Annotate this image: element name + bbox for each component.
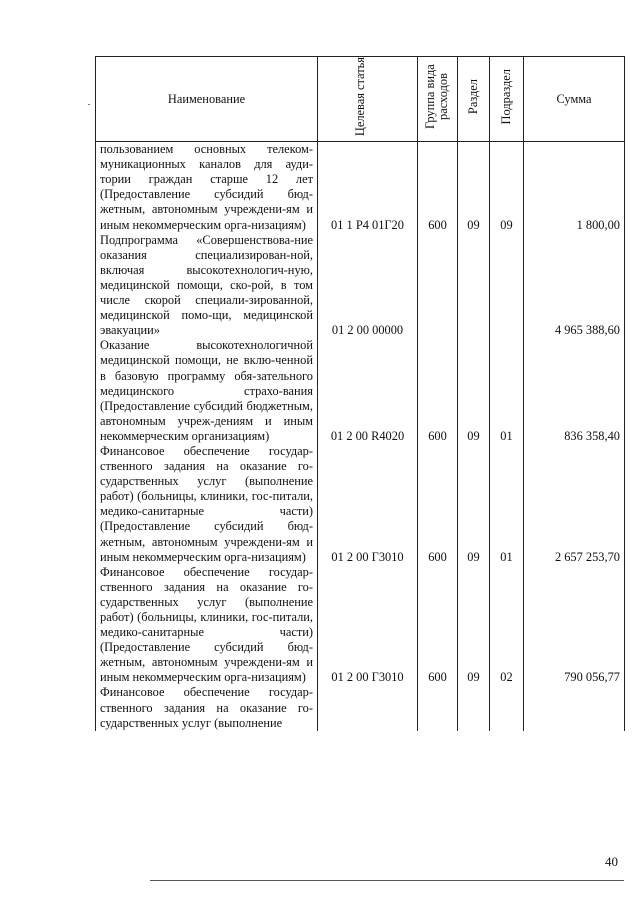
row-target: 01 1 Р4 01Г20 [318,142,418,233]
table-row [96,685,625,730]
row-sum [524,685,625,730]
table-row [96,338,625,444]
header-group-cell [418,57,458,142]
row-group: 600 [418,338,458,444]
row-subsection [490,685,524,730]
row-sum: 836 358,40 [524,338,625,444]
row-subsection: 02 [490,565,524,686]
row-target: 01 2 00 Г3010 [318,565,418,686]
row-section [458,685,490,730]
table-row [96,444,625,565]
row-subsection: 01 [490,338,524,444]
row-target: 01 2 00 Г3010 [318,444,418,565]
header-section-cell [458,57,490,142]
row-sum: 790 056,77 [524,565,625,686]
header-sum: Сумма [524,57,625,142]
row-section [458,233,490,339]
row-name: пользованием основных телеком-муникационных каналов для ауди-тории граждан старше 12 лет (Предоставление субсидий бюд-жетным, автономным учреждени-ям и иным некоммерческим орга-низациям) [96,142,318,233]
page-number: 40 [605,854,618,869]
scan-speck [88,104,90,105]
row-section: 09 [458,142,490,233]
header-subsection-cell [490,57,524,142]
row-name: Подпрограмма «Совершенствова-ние оказания специализирован-ной, включая высокотехнологич-ную, медицинской помощи, ско-рой, в том числе скорой специали-зированной, медицинской помо-щи, медицинской эвакуации» [96,233,318,339]
bottom-rule [150,880,624,881]
row-name: Финансовое обеспечение государ-ственного задания на оказание го-сударственных услуг (выполнение [96,685,318,730]
budget-table [95,56,625,731]
row-name: Оказание высокотехнологичной медицинской помощи, не вклю-ченной в базовую программу обя-зательного медицинского страхо-вания (Предоставление субсидий бюджетным, автономным учреж-дениям и иным некоммерческим организациям) [96,338,318,444]
table-row [96,233,625,339]
header-section: Раздел [466,79,480,115]
header-name: Наименование [96,57,318,142]
row-target: 01 2 00 R4020 [318,338,418,444]
row-target [318,685,418,730]
row-group: 600 [418,142,458,233]
row-group [418,685,458,730]
row-section: 09 [458,565,490,686]
header-group: Группа вида расходов [422,64,450,130]
row-name: Финансовое обеспечение государ-ственного задания на оказание го-сударственных услуг (выполнение работ) (больницы, клиники, гос-питали, медико-санитарные части) (Предоставление субсидий бюд-жетным, автономным учреждени-ям и иным некоммерческим орга-низациям) [96,444,318,565]
row-group [418,233,458,339]
header-subsection: Подраздел [499,69,513,125]
row-subsection [490,233,524,339]
row-group: 600 [418,565,458,686]
row-sum: 1 800,00 [524,142,625,233]
header-target-cell [318,57,418,142]
table-header-row [96,57,625,142]
table-row [96,565,625,686]
row-group: 600 [418,444,458,565]
row-subsection: 09 [490,142,524,233]
row-section: 09 [458,444,490,565]
row-target: 01 2 00 00000 [318,233,418,339]
row-subsection: 01 [490,444,524,565]
row-name: Финансовое обеспечение государ-ственного задания на оказание го-сударственных услуг (выполнение работ) (больницы, клиники, гос-питали, медико-санитарные части) (Предоставление субсидий бюд-жетным, автономным учреждени-ям и иным некоммерческим орга-низациям) [96,565,318,686]
row-section: 09 [458,338,490,444]
row-sum: 2 657 253,70 [524,444,625,565]
row-sum: 4 965 388,60 [524,233,625,339]
header-target: Целевая статья [352,57,367,137]
table-row [96,142,625,233]
